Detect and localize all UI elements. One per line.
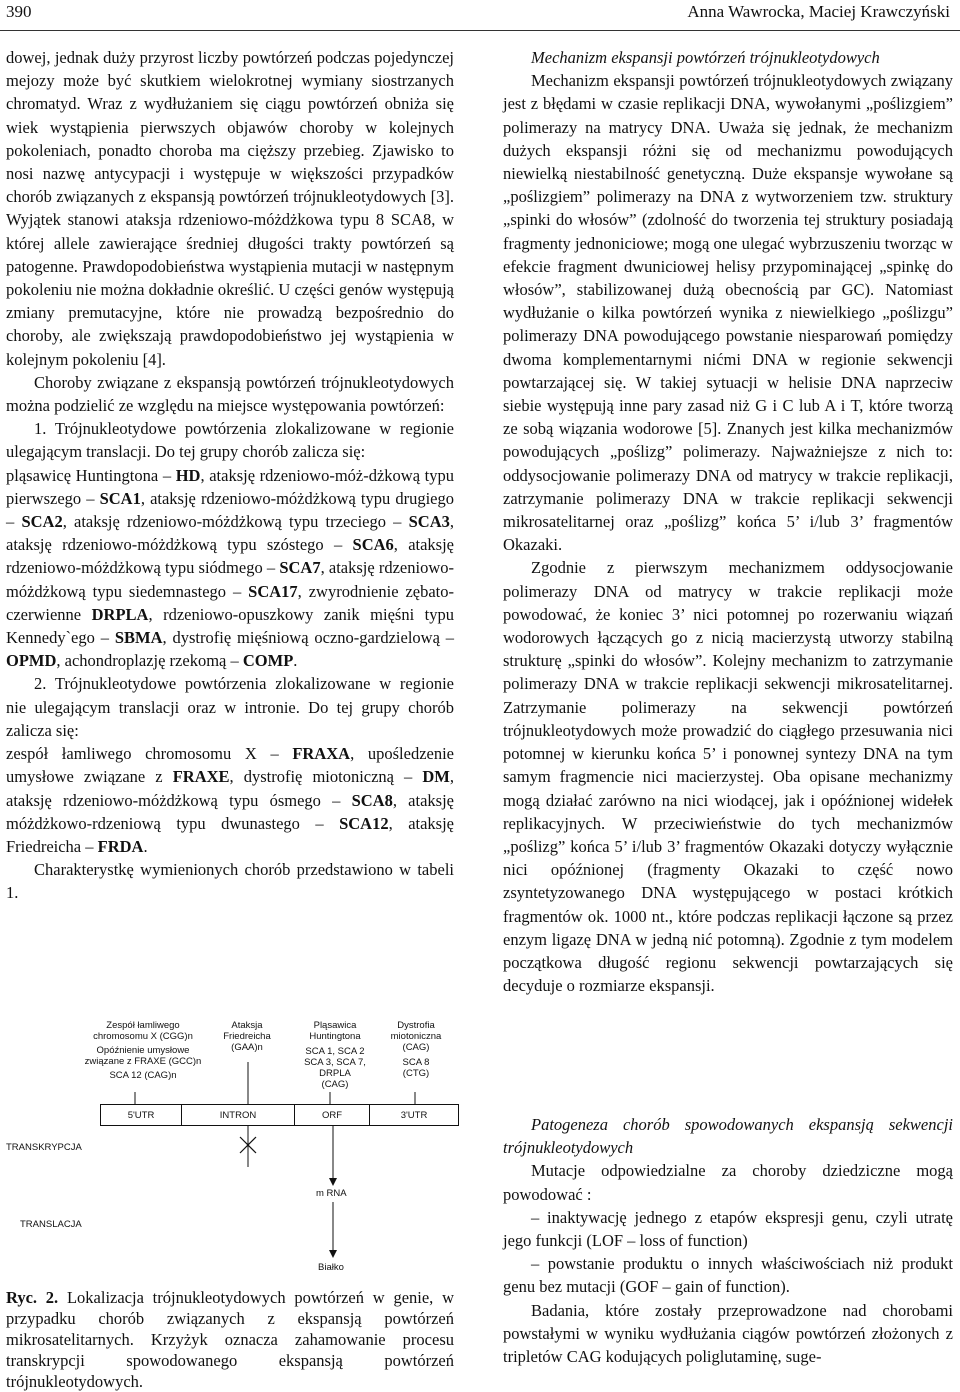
text-run: , dystrofię miotoniczną – [229,767,423,787]
disease-abbreviation: DRPLA [91,604,149,624]
right-paragraph-4: – inaktywację jednego z etapów ekspresji genu, czyli utratę jego funkcji (LOF – loss of function) [503,1207,953,1251]
section-title-mechanism: Mechanizm ekspansji powtórzeń trójnukleotydowych [531,48,880,67]
label-transkrypcja: TRANSKRYPCJA [6,1142,82,1153]
text-run: , dystrofię mięśniową oczno-gardzielową – [162,628,454,648]
text-run: . [293,651,298,671]
segment-label: 5'UTR [127,1109,155,1121]
disease-abbreviation: SCA8 [351,790,393,810]
text-run: , zwyrodnienie zębato-czerwienne [6,581,454,624]
figure-text: (GAA)n [231,1042,263,1053]
right-column [503,46,953,997]
right-section-pathogenesis [503,1113,953,1368]
segment-label: 3'UTR [400,1109,428,1121]
header-authors: Anna Wawrocka, Maciej Krawczyński [687,2,950,21]
disease-abbreviation: SCA7 [279,558,321,578]
arrow-head [329,1250,337,1258]
left-paragraph-7: Charakterystkę wymienionych chorób przedstawiono w tabeli 1. [6,860,454,903]
text-run: , ataksję rdzeniowo-móż-dżkową typu pierwszego – [6,465,455,508]
left-paragraph-5: 2. Trójnukleotydowe powtórzenia zlokalizowane w regionie nie ulegającym translacji oraz w intronie. Do tej grupy chorób zalicza się: [6,674,454,740]
disease-abbreviation: FRDA [97,836,144,856]
segment-label: INTRON [219,1109,257,1121]
disease-abbreviation: HD [175,465,201,485]
right-paragraph-2: Zgodnie z pierwszym mechanizmem oddysocjowanie polimerazy DNA od matrycy w trakcie replikacji może powodować, że koniec 3’ nici potomnej po rozerwaniu wiązań wodorowych łączących go z nicią macierzystą utworzy stabilną strukturę „spinki do włosów”. Kolejny mechanizm to zatrzymanie polimerazy DNA w trakcie replikacji sekwencji mikrosatelitarnej. Zatrzymanie polimerazy na sekwencji powtórzeń trójnukleotydowych może prowadzić do ciągłego przesuwania nici potomnej w kierunku końca 5’ i ponownej syntezy DNA na tym samym fragmencie nici macierzystej. Oba opisane mechanizmy mogą działać zarówno na nici wiodącej, jak i opóźnionej widełek replikacyjnych. W przeciwieństwie do tych mechanizmów „poślizg” końca 5’ i/lub 3’ fragmentów Okazaki dotyczy wyłącznie nici opóźnionej (fragmenty Okazaki to część nowo zsyntetyzowanego DNA występującego w postaci krótkich fragmentów ok. 1000 nt., które podczas replikacji łączone są przez enzym ligazę DNA w jedną nić potomną). Zgodnie z tym modelem początkowa długość regionu sekwencji powtarzających się decyduje o rozmiarze ekspansji. [503,558,953,996]
segment-3utr [369,1104,459,1126]
figure-text: Opóźnienie umysłowe [96,1045,190,1056]
figure-text: SCA 3, SCA 7, [304,1057,366,1068]
segment-5utr [100,1104,182,1126]
figure-caption [6,1287,454,1392]
figure-text: Zespół łamliwego [106,1020,180,1031]
left-paragraph-3: 1. Trójnukleotydowe powtórzenia zlokalizowane w regionie ulegającym translacji. Do tej grupy chorób zalicza się: [6,419,454,462]
figure-gene-diagram [0,1012,460,1292]
disease-abbreviation: OPMD [6,651,57,671]
left-paragraph-1: dowej, jednak duży przyrost liczby powtórzeń podczas pojedynczej mejozy może być skutkiem wielokrotnej wymiany siostrzanych chromatyd. Wraz z wydłużaniem się ciągu powtórzeń obniża się wiek wystąpienia pierwszych objawów choroby w kolejnych pokoleniach, ponadto choroba ma cięższy przebieg. Zjawisko to nosi nazwę antycypacji i występuje w większości przypadków chorób związanych z ekspansją powtórzeń trójnukleotydowych [3]. Wyjątek stanowi ataksja rdzeniowo-móżdżkowa typu 8 SCA8, w której allele zawierające średniej długości trakty powtórzeń są patogenne. Prawdopodobieństwa wystąpienia mutacji w następnym pokoleniu nie można dokładnie określić. U części genów występują zmiany premutacyjne, które nie prowadzą bezpośrednio do choroby, ale zwiększają prawdopodobieństwo jej wystąpienia w kolejnym pokoleniu [4]. [6,48,454,369]
segment-label: ORF [321,1109,343,1121]
text-run: , ataksję rdzeniowo-móżdżkową typu trzeciego – [62,512,409,532]
disease-abbreviation: SCA12 [339,813,389,833]
left-paragraph-6 [6,742,454,858]
caption-text: Lokalizacja trójnukleotydowych powtórzeń w genie, w przypadku chorób związanych z ekspansją powtórzeń mikrosatelitarnych. Krzyżyk oznacza zahamowanie procesu transkrypcji spowodowanego ekspansją powtórzeń trójnukleotydowych. [6,1288,454,1391]
disease-abbreviation: FRAXA [292,744,351,764]
running-header [0,0,960,34]
right-paragraph-5: – powstanie produktu o innych właściwościach niż produkt genu bez mutacji (GOF – gain of function). [503,1254,953,1297]
right-paragraph-6: Badania, które zostały przeprowadzone nad chorobami powstałymi w wyniku wydłużania ciągów powtórzeń złożonych z tripletów CAG kodujących poliglutaminę, suge- [503,1300,953,1367]
disease-abbreviation: FRAXE [172,767,230,787]
figure-text: (CTG) [402,1068,430,1079]
section-title-pathogenesis: Patogeneza chorób spowodowanych ekspansją sekwencji trójnukleotydowych [503,1115,953,1158]
label-mrna: m RNA [316,1188,347,1199]
figure-text: DRPLA [319,1068,351,1079]
text-run: , ataksję Friedreicha – [6,813,455,856]
label-translacja: TRANSLACJA [20,1219,82,1230]
left-column [6,46,454,905]
figure-text: miotoniczna [390,1031,442,1042]
figure-text: (CAG) [321,1079,349,1090]
text-run: , ataksję móżdżkowo-rdzeniową typu dwunastego – [6,790,454,833]
figure-text: Friedreicha [223,1031,271,1042]
disease-abbreviation: SBMA [114,628,163,648]
left-paragraph-4 [6,464,454,673]
segment-intron [181,1104,295,1126]
segment-orf [294,1104,370,1126]
left-paragraph-2: Choroby związane z ekspansją powtórzeń trójnukleotydowych można podzielić ze względu na miejsce występowania powtórzeń: [6,372,454,416]
figure-text: chromosomu X (CGG)n [93,1031,193,1042]
text-run: zespół łamliwego chromosomu X – [6,744,293,764]
header-rule [0,30,960,31]
text-run: , achondroplazję rzekomą – [56,651,243,671]
disease-abbreviation: SCA1 [99,488,141,508]
figure-text: (CAG) [402,1042,430,1053]
figure-text: SCA 12 (CAG)n [109,1070,177,1081]
figure-text: Huntingtona [309,1031,361,1042]
text-run: pląsawicę Huntingtona – [6,465,176,485]
text-run: , ataksję rdzeniowo-móżdżkową typu siedemnastego – [6,558,454,601]
figure-text: Pląsawica [313,1020,357,1031]
text-run: , ataksję rdzeniowo-móżdżkową typu siódmego – [6,535,455,578]
disease-abbreviation: DM [422,767,450,787]
text-run: , upośledzenie umysłowe związane z [6,744,454,787]
figure-text: związane z FRAXE (GCC)n [84,1056,202,1067]
figure-text: SCA 1, SCA 2 [305,1046,365,1057]
text-run: , ataksję rdzeniowo-móżdżkową typu szóstego – [6,512,454,555]
label-bialko: Białko [318,1262,344,1273]
text-run: . [143,836,148,856]
disease-abbreviation: COMP [242,651,294,671]
disease-abbreviation: SCA3 [408,512,450,532]
arrow-head [329,1178,337,1186]
disease-abbreviation: SCA2 [21,512,63,532]
text-run: , ataksję rdzeniowo-móżdżkową typu drugiego – [6,488,454,532]
disease-abbreviation: SCA6 [352,535,394,555]
figure-text: Ataksja [231,1020,263,1031]
page-number: 390 [6,2,32,21]
text-run: , rdzeniowo-opuszkowy zanik mięśni typu Kennedy`ego – [6,604,454,648]
figure-text: SCA 8 [402,1057,430,1068]
figure-text: Dystrofia [397,1020,435,1031]
disease-abbreviation: SCA17 [248,581,298,601]
right-paragraph-3: Mutacje odpowiedzialne za choroby dziedziczne mogą powodować : [503,1161,953,1204]
caption-label: Ryc. 2. [6,1288,59,1307]
right-paragraph-1: Mechanizm ekspansji powtórzeń trójnukleotydowych związany jest z błędami w czasie replikacji DNA, wywołanymi „poślizgiem” polimerazy na matrycy DNA. Uważa się jednak, że mechanizm dużych ekspansji różni się od mechanizmu powodujących niewielką niestabilność genetyczną. Duże ekspansje wywołane są „poślizgiem” polimerazy na DNA z wytworzeniem tzw. struktury „spinki do włosów” (zdolność do tworzenia tej struktury posiadają fragmenty jednoniciowe; mogą one ulegać wybrzuszeniu tworząc w efekcie fragment dwuniciowej helisy przypominającej „spinkę do włosów”, stabilizowanej dużą obecnością par GC). Natomiast wydłużanie o kilka powtórzeń wynika z niewielkiego „poślizgu” polimerazy DNA powodującego powstanie niesparowań pomiędzy dwoma komplementarnymi nićmi DNA w regionie sekwencji powtarzającej się. W takiej sytuacji w helisie DNA naprzeciw siebie występują inne pary zasad niż G i C lub A i T, które tworzą ze sobą wiązania wodorowe [5]. Znanych jest kilka mechanizmów powodujących „poślizg” polimerazy. Najważniejsze z nich to: oddysocjowanie polimerazy DNA od matrycy w trakcie replikacji, zatrzymanie polimerazy DNA w trakcie replikacji sekwencji mikrosatelitarnej oraz „poślizg” końca 5’ i/lub 3’ fragmentów Okazaki. [503,71,953,555]
text-run: , ataksję rdzeniowo-móżdżkową typu ósmego – [6,767,454,810]
